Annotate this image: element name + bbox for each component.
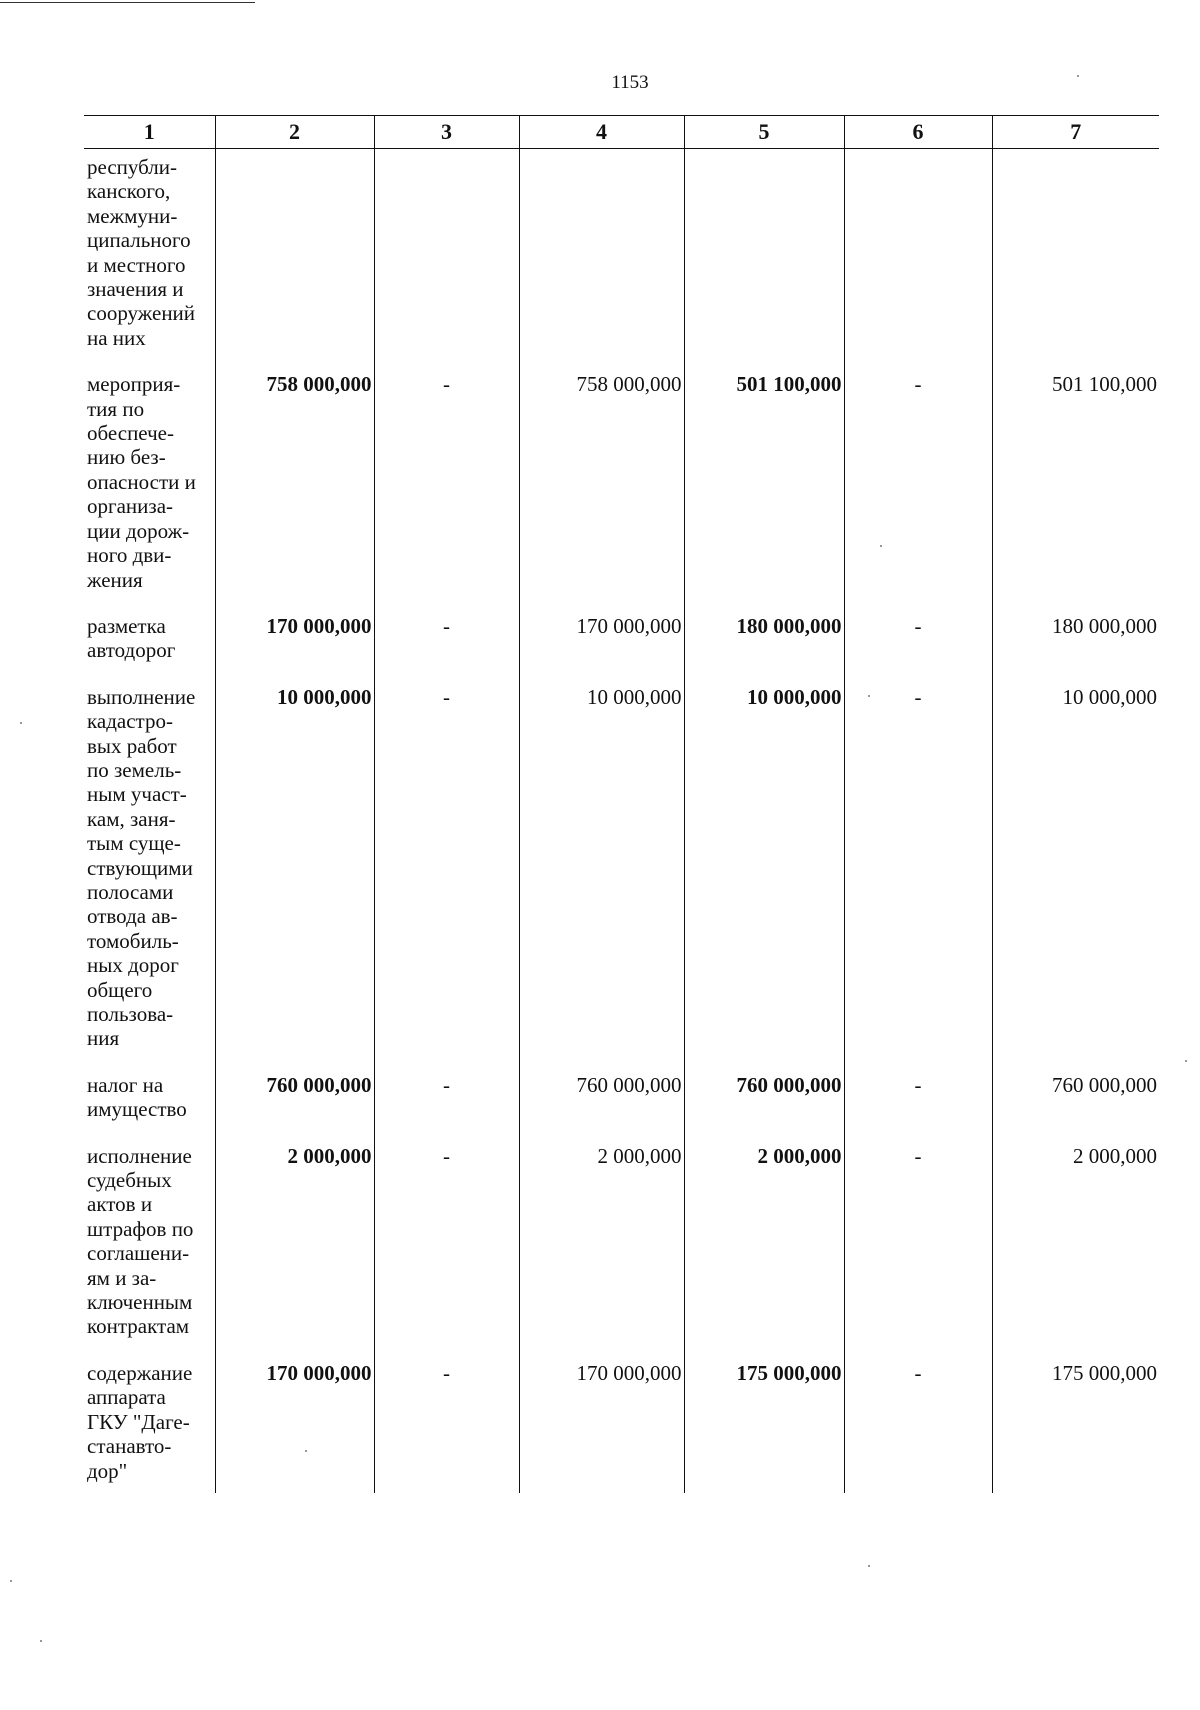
row-name-line: опасности и — [87, 469, 196, 494]
table-row — [84, 350, 1159, 592]
cell-col3: - — [374, 592, 519, 663]
page-number: 1153 — [611, 72, 649, 93]
row-name-line: пользова- — [87, 1002, 174, 1026]
row-name-line: соглашени- — [87, 1241, 190, 1266]
row-name-line: значения и — [87, 277, 184, 302]
row-name-line: полосами — [87, 879, 174, 904]
row-name-line: вых работ — [87, 733, 177, 758]
cell-col7: 180 000,000 — [992, 592, 1159, 663]
row-name-line: имущество — [87, 1097, 187, 1122]
cell-col6: - — [844, 1122, 992, 1339]
scan-speck — [40, 1640, 42, 1642]
column-header-1: 1 — [84, 116, 215, 149]
row-name-line: ного дви- — [87, 543, 172, 568]
row-name-line: дор" — [87, 1458, 128, 1483]
row-name-cell — [84, 592, 215, 663]
row-name-cell — [84, 663, 215, 1051]
row-name-line: контрактам — [87, 1314, 190, 1339]
row-name-line: тым суще- — [87, 831, 181, 856]
cell-col3: - — [374, 1122, 519, 1339]
scan-edge-line — [0, 2, 255, 3]
row-name-line: разметка — [87, 613, 166, 638]
row-name-line: содержание — [87, 1360, 193, 1385]
budget-table — [84, 115, 1159, 1493]
cell-col2-total: 170 000,000 — [215, 592, 374, 663]
row-name-line: канского, — [87, 179, 171, 204]
row-name-line: общего — [87, 977, 153, 1002]
row-name-line: автодорог — [87, 638, 176, 663]
row-name-line: организа- — [87, 494, 174, 519]
column-header-5: 5 — [684, 116, 844, 149]
cell-col5-total — [684, 149, 844, 351]
scan-speck — [20, 722, 22, 724]
column-header-3: 3 — [374, 116, 519, 149]
cell-col2-total: 170 000,000 — [215, 1339, 374, 1493]
row-name-line: по земель- — [87, 757, 182, 782]
table-row — [84, 1051, 1159, 1122]
scan-speck — [868, 695, 870, 697]
row-name-line: кам, заня- — [87, 806, 176, 831]
column-number-header-row — [84, 116, 1159, 149]
cell-col5-total: 175 000,000 — [684, 1339, 844, 1493]
cell-col4: 760 000,000 — [519, 1051, 684, 1122]
cell-col5-total: 180 000,000 — [684, 592, 844, 663]
cell-col4: 170 000,000 — [519, 1339, 684, 1493]
row-name-line: томобиль- — [87, 928, 179, 953]
row-name-line: судебных — [87, 1168, 172, 1193]
row-name-line: сооружений — [87, 301, 196, 326]
column-header-4: 4 — [519, 116, 684, 149]
cell-col3: - — [374, 1051, 519, 1122]
scan-speck — [1185, 1060, 1187, 1062]
cell-col2-total: 10 000,000 — [215, 663, 374, 1051]
cell-col7: 175 000,000 — [992, 1339, 1159, 1493]
cell-col2-total: 758 000,000 — [215, 350, 374, 592]
cell-col3: - — [374, 350, 519, 592]
cell-col7 — [992, 149, 1159, 351]
cell-col7: 10 000,000 — [992, 663, 1159, 1051]
row-name-line: тия по — [87, 396, 145, 421]
column-header-7: 7 — [992, 116, 1159, 149]
row-name-line: штрафов по — [87, 1216, 194, 1241]
cell-col7: 501 100,000 — [992, 350, 1159, 592]
row-name-line: станавто- — [87, 1434, 172, 1459]
row-name-line: на них — [87, 325, 146, 350]
cell-col7: 2 000,000 — [992, 1122, 1159, 1339]
row-name-line: ципального — [87, 228, 191, 253]
scan-speck — [10, 1580, 12, 1582]
cell-col5-total: 10 000,000 — [684, 663, 844, 1051]
table-row — [84, 592, 1159, 663]
cell-col3: - — [374, 663, 519, 1051]
cell-col6: - — [844, 663, 992, 1051]
row-name-line: кадастро- — [87, 709, 173, 734]
cell-col4: 10 000,000 — [519, 663, 684, 1051]
cell-col6: - — [844, 592, 992, 663]
row-name-line: ных дорог — [87, 953, 179, 978]
cell-col7: 760 000,000 — [992, 1051, 1159, 1122]
scan-speck — [305, 1450, 307, 1452]
row-name-line: ГКУ "Даге- — [87, 1409, 190, 1434]
scan-speck — [1077, 75, 1079, 77]
cell-col4: 170 000,000 — [519, 592, 684, 663]
row-name-line: налог на — [87, 1072, 164, 1097]
table-row — [84, 1122, 1159, 1339]
cell-col6: - — [844, 1051, 992, 1122]
row-name-line: аппарата — [87, 1385, 166, 1410]
row-name-cell — [84, 149, 215, 351]
cell-col4 — [519, 149, 684, 351]
row-name-line: республи- — [87, 155, 177, 179]
row-name-line: и местного — [87, 252, 186, 277]
cell-col6: - — [844, 350, 992, 592]
row-name-line: исполнение — [87, 1143, 192, 1168]
cell-col2-total: 760 000,000 — [215, 1051, 374, 1122]
row-name-line: ным участ- — [87, 782, 187, 807]
table-row — [84, 149, 1159, 351]
cell-col3 — [374, 149, 519, 351]
cell-col5-total: 2 000,000 — [684, 1122, 844, 1339]
scan-speck — [868, 1565, 870, 1567]
column-header-6: 6 — [844, 116, 992, 149]
cell-col4: 2 000,000 — [519, 1122, 684, 1339]
row-name-cell — [84, 1051, 215, 1122]
row-name-line: нию без- — [87, 445, 166, 470]
row-name-line: актов и — [87, 1192, 153, 1217]
row-name-line: жения — [87, 567, 143, 592]
cell-col4: 758 000,000 — [519, 350, 684, 592]
row-name-cell — [84, 350, 215, 592]
column-header-2: 2 — [215, 116, 374, 149]
row-name-line: ствующими — [87, 855, 193, 880]
cell-col2-total: 2 000,000 — [215, 1122, 374, 1339]
cell-col5-total: 760 000,000 — [684, 1051, 844, 1122]
cell-col2-total — [215, 149, 374, 351]
row-name-line: ключенным — [87, 1290, 193, 1315]
row-name-line: межмуни- — [87, 203, 178, 228]
scan-speck — [880, 545, 882, 547]
row-name-line: мероприя- — [87, 372, 181, 397]
row-name-cell — [84, 1339, 215, 1493]
row-name-line: выполнение — [87, 684, 196, 709]
cell-col5-total: 501 100,000 — [684, 350, 844, 592]
row-name-line: ния — [87, 1026, 120, 1051]
row-name-line: обеспече- — [87, 421, 174, 446]
cell-col6 — [844, 149, 992, 351]
cell-col3: - — [374, 1339, 519, 1493]
table-body — [84, 149, 1159, 1493]
row-name-line: ям и за- — [87, 1265, 157, 1290]
cell-col6: - — [844, 1339, 992, 1493]
table-row — [84, 1339, 1159, 1493]
table-row — [84, 663, 1159, 1051]
row-name-line: ции дорож- — [87, 518, 190, 543]
row-name-line: отвода ав- — [87, 904, 178, 929]
row-name-cell — [84, 1122, 215, 1339]
